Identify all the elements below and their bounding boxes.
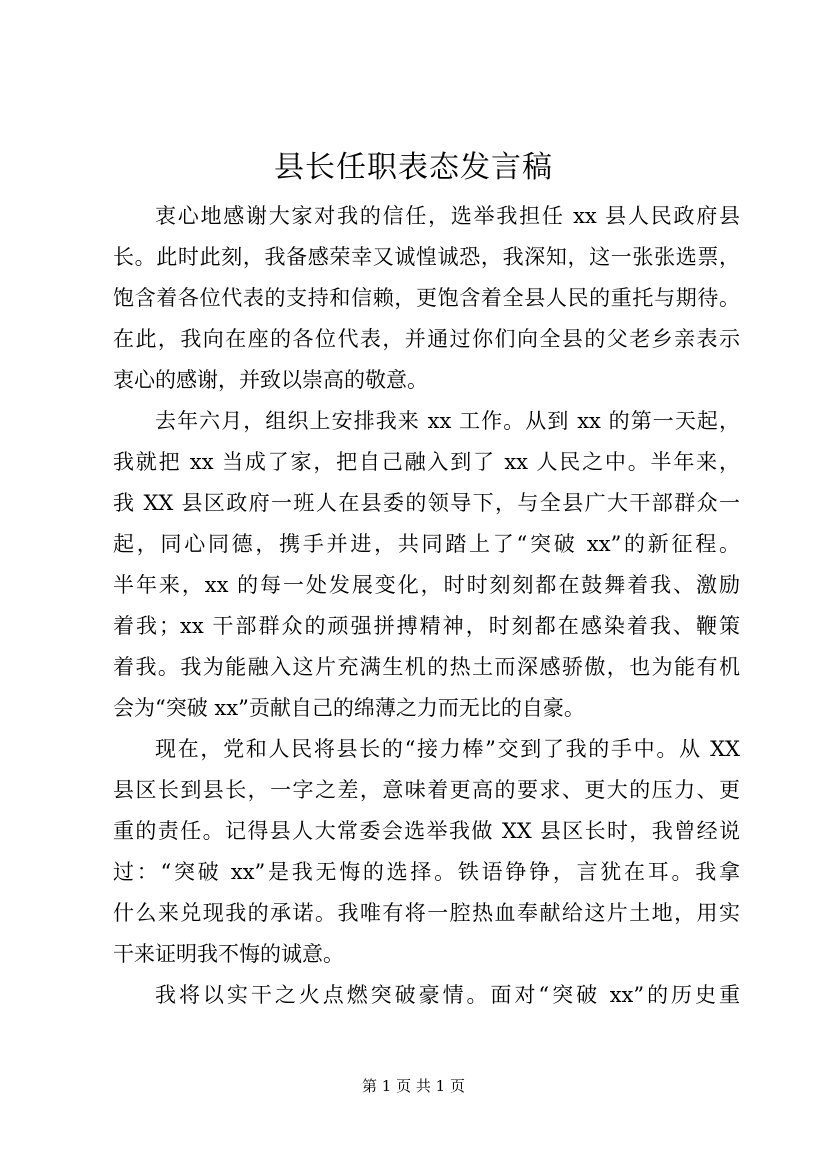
text-line: 在此，我向在座的各位代表，并通过你们向全县的父老乡亲表示	[113, 327, 740, 351]
paragraph-4	[113, 975, 740, 1016]
paragraph-2	[113, 401, 740, 729]
text-line: 衷心的感谢，并致以崇高的敬意。	[113, 368, 428, 392]
paragraph-1	[113, 196, 740, 401]
text-line: 我将以实干之火点燃突破豪情。面对“突破 xx”的历史重	[155, 983, 740, 1007]
page-footer: 第 1 页 共 1 页	[362, 1077, 465, 1095]
text-line: 衷心地感谢大家对我的信任，选举我担任 xx 县人民政府县	[155, 204, 740, 228]
text-line: 着我；xx 干部群众的顽强拼搏精神，时刻都在感染着我、鞭策	[113, 614, 740, 638]
text-line: 重的责任。记得县人大常委会选举我做 XX 县区长时，我曾经说	[113, 819, 740, 843]
document-body	[113, 196, 740, 1016]
text-line: 半年来，xx 的每一处发展变化，时时刻刻都在鼓舞着我、激励	[113, 573, 740, 597]
paragraph-3	[113, 729, 740, 975]
text-line: 会为“突破 xx”贡献自己的绵薄之力而无比的自豪。	[113, 696, 585, 720]
text-line: 县区长到县长，一字之差，意味着更高的要求、更大的压力、更	[113, 778, 740, 802]
text-line: 什么来兑现我的承诺。我唯有将一腔热血奉献给这片土地，用实	[113, 901, 740, 925]
text-line: 我 XX 县区政府一班人在县委的领导下，与全县广大干部群众一	[113, 491, 740, 515]
text-line: 现在，党和人民将县长的“接力棒”交到了我的手中。从 XX	[155, 737, 740, 761]
text-line: 过：“突破 xx”是我无悔的选择。铁语铮铮，言犹在耳。我拿	[113, 860, 740, 884]
document-title: 县长任职表态发言稿	[274, 150, 553, 185]
text-line: 长。此时此刻，我备感荣幸又诚惶诚恐，我深知，这一张张选票，	[113, 245, 740, 269]
text-line: 干来证明我不悔的诚意。	[113, 942, 344, 966]
text-line: 饱含着各位代表的支持和信赖，更饱含着全县人民的重托与期待。	[113, 286, 740, 310]
text-line: 我就把 xx 当成了家，把自己融入到了 xx 人民之中。半年来，	[113, 450, 740, 474]
text-line: 起，同心同德，携手并进，共同踏上了“突破 xx”的新征程。	[113, 532, 740, 556]
text-line: 着我。我为能融入这片充满生机的热土而深感骄傲，也为能有机	[113, 655, 740, 679]
text-line: 去年六月，组织上安排我来 xx 工作。从到 xx 的第一天起，	[155, 409, 740, 433]
